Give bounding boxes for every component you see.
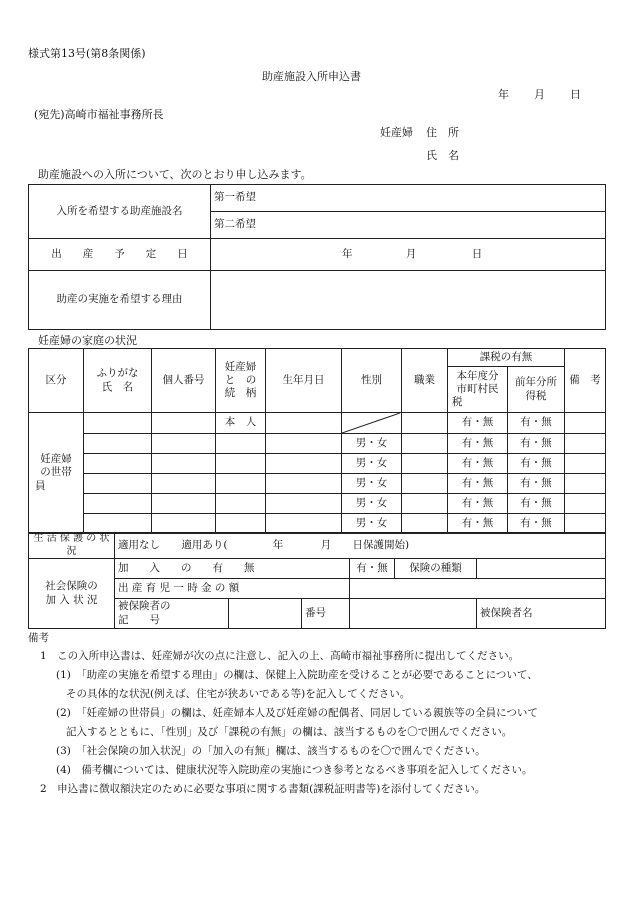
- remarks-cell[interactable]: [565, 494, 606, 514]
- header-sex: 性別: [342, 349, 402, 413]
- insured-symbol-label-1: 被保険者の: [118, 600, 171, 613]
- birth-cell[interactable]: [266, 514, 342, 534]
- household-label-2: の世帯: [40, 466, 72, 479]
- remarks-cell[interactable]: [565, 514, 606, 534]
- header-kubun: 区分: [29, 349, 84, 413]
- relation-cell[interactable]: [216, 494, 266, 514]
- header-birth: 生年月日: [266, 349, 342, 413]
- relation-cell[interactable]: [216, 514, 266, 534]
- kojin-cell[interactable]: [152, 413, 216, 434]
- form-title: 助産施設入所申込書: [262, 70, 361, 83]
- relation-cell[interactable]: [216, 454, 266, 474]
- due-year: 年: [342, 247, 353, 260]
- note-1-4: (4) 備考欄については、健康状況等入院助産の実施につき参考となるべき事項を記入してください。: [56, 764, 533, 776]
- header-tax-prev-1: 前年分所: [515, 376, 557, 389]
- welfare-none: 適用なし: [118, 538, 160, 551]
- header-name: [84, 349, 152, 413]
- addressee: (宛先)高崎市福祉事務所長: [34, 108, 164, 121]
- remarks-cell[interactable]: [565, 474, 606, 494]
- welfare-start: 日保護開始): [352, 538, 410, 551]
- table-row: [29, 514, 606, 534]
- due-date-field[interactable]: [211, 239, 606, 271]
- reason-label: 助産の実施を希望する理由: [29, 271, 211, 330]
- job-cell[interactable]: [402, 413, 448, 434]
- reason-field[interactable]: [211, 271, 606, 330]
- household-label-3: 員: [35, 479, 46, 492]
- header-tax-prev: [508, 367, 565, 413]
- form-number: 様式第13号(第8条関係): [28, 47, 146, 60]
- welfare-applied: 適用あり(: [181, 538, 228, 551]
- tax-current-cell[interactable]: 有・無: [448, 514, 508, 534]
- birth-cell[interactable]: [266, 474, 342, 494]
- insurance-joined-option[interactable]: 有・無: [350, 559, 395, 579]
- due-date-label: 出 産 予 定 日: [29, 239, 211, 271]
- remarks-cell[interactable]: [565, 434, 606, 454]
- welfare-month: 月: [320, 538, 332, 551]
- family-table: [28, 348, 606, 534]
- sex-cell[interactable]: 男・女: [342, 454, 402, 474]
- applicant-role: 妊産婦: [380, 126, 413, 139]
- sex-cell[interactable]: 男・女: [342, 474, 402, 494]
- note-1-2a: (2) 「妊産婦の世帯員」の欄は、妊産婦本人及び妊産婦の配偶者、同居している親族等の全員について: [56, 707, 538, 719]
- tax-prev-cell[interactable]: 有・無: [508, 474, 565, 494]
- insurance-table: [28, 532, 606, 629]
- household-label: [29, 413, 84, 534]
- family-section-title: 妊産婦の家庭の状況: [38, 334, 137, 347]
- lump-sum-label: 出 産 育 児 一 時 金 の 額: [115, 579, 350, 599]
- header-zokugara-2: と の: [224, 373, 257, 386]
- tax-current-cell[interactable]: 有・無: [448, 494, 508, 514]
- relation-cell[interactable]: [216, 474, 266, 494]
- birth-cell[interactable]: [266, 434, 342, 454]
- insurance-label-1: 社会保険の: [45, 580, 98, 593]
- address-label: 住 所: [426, 126, 459, 139]
- date-day-label: 日: [570, 88, 581, 101]
- insurance-label-2: 加 入 状 況: [45, 593, 98, 606]
- tax-prev-cell[interactable]: 有・無: [508, 413, 565, 434]
- furigana-cell[interactable]: [84, 413, 152, 434]
- header-tax-current-2: 市町村民: [456, 382, 499, 395]
- table-row: [29, 434, 606, 454]
- due-day: 日: [471, 247, 483, 260]
- header-shimei: 氏 名: [101, 380, 134, 393]
- kojin-cell[interactable]: [152, 514, 216, 534]
- job-cell[interactable]: [402, 494, 448, 514]
- job-cell[interactable]: [402, 434, 448, 454]
- insured-number-label: 番号: [302, 599, 350, 629]
- diagonal-slash: [342, 413, 400, 433]
- tax-prev-cell[interactable]: 有・無: [508, 494, 565, 514]
- kojin-cell[interactable]: [152, 494, 216, 514]
- insured-symbol-label: [115, 599, 229, 629]
- table-row: [29, 454, 606, 474]
- header-job: 職業: [402, 349, 448, 413]
- header-furigana: ふりがな: [96, 367, 139, 380]
- header-zokugara: [216, 349, 266, 413]
- household-label-1: 妊産婦: [40, 453, 72, 466]
- job-cell[interactable]: [402, 454, 448, 474]
- furigana-cell[interactable]: [84, 434, 152, 454]
- table-row: [29, 474, 606, 494]
- header-zokugara-3: 続 柄: [224, 387, 257, 400]
- insurance-label: [29, 559, 115, 629]
- insured-number-field[interactable]: [350, 599, 477, 629]
- kojin-cell[interactable]: [152, 434, 216, 454]
- note-1-3: (3) 「社会保険の加入状況」の「加入の有無」欄は、該当するものを〇で囲んでください。: [56, 745, 486, 757]
- remarks-cell[interactable]: [565, 454, 606, 474]
- header-tax: 課税の有無: [448, 349, 565, 367]
- intro-text: 助産施設への入所について、次のとおり申し込みます。: [38, 168, 312, 181]
- header-kojin: 個人番号: [152, 349, 216, 413]
- table-row: [29, 413, 606, 434]
- lump-sum-field[interactable]: [350, 579, 606, 599]
- furigana-cell[interactable]: [84, 494, 152, 514]
- tax-current-cell[interactable]: 有・無: [448, 454, 508, 474]
- header-tax-current-1: 本年度分: [456, 369, 499, 382]
- name-label: 氏 名: [426, 149, 459, 162]
- application-table: [28, 184, 606, 330]
- tax-prev-cell[interactable]: 有・無: [508, 514, 565, 534]
- tax-prev-cell[interactable]: 有・無: [508, 434, 565, 454]
- kojin-cell[interactable]: [152, 474, 216, 494]
- due-month: 月: [405, 247, 417, 260]
- kojin-cell[interactable]: [152, 454, 216, 474]
- tax-current-cell[interactable]: 有・無: [448, 413, 508, 434]
- insured-symbol-field[interactable]: [229, 599, 302, 629]
- furigana-cell[interactable]: [84, 474, 152, 494]
- notes-title: 備考: [28, 632, 49, 644]
- birth-cell[interactable]: [266, 494, 342, 514]
- tax-current-cell[interactable]: 有・無: [448, 434, 508, 454]
- job-cell[interactable]: [402, 514, 448, 534]
- sex-cell[interactable]: 男・女: [342, 514, 402, 534]
- header-tax-current-3: 税: [452, 396, 463, 409]
- first-choice-field[interactable]: 第一希望: [211, 185, 606, 212]
- insurance-joined-label: 加 入 の 有 無: [115, 559, 350, 579]
- insurance-type-label: 保険の種類: [395, 559, 477, 579]
- birth-cell[interactable]: [266, 454, 342, 474]
- furigana-cell[interactable]: [84, 514, 152, 534]
- job-cell[interactable]: [402, 474, 448, 494]
- note-1: 1 この入所申込書は、妊産婦が次の点に注意し、記入の上、高崎市福祉事務所に提出してください。: [40, 650, 520, 662]
- header-zokugara-1: 妊産婦: [224, 360, 257, 373]
- header-remarks: 備 考: [565, 349, 606, 413]
- welfare-label: 生 活 保 護 の 状 況: [29, 533, 115, 559]
- table-row: [29, 494, 606, 514]
- furigana-cell[interactable]: [84, 454, 152, 474]
- insured-name-field[interactable]: [477, 599, 606, 629]
- welfare-status[interactable]: [115, 533, 606, 559]
- insured-name-label: 被保険者名: [480, 606, 533, 619]
- sex-cell-slashed: [342, 413, 402, 434]
- note-1-1a: (1) 「助産の実施を希望する理由」の欄は、保健上入院助産を受けることが必要であることについて、: [56, 669, 538, 681]
- insured-symbol-label-2: 記 号: [118, 613, 160, 626]
- facility-label: 入所を希望する助産施設名: [29, 185, 211, 239]
- birth-cell[interactable]: [266, 413, 342, 434]
- relation-cell: 本 人: [216, 413, 266, 434]
- date-year-label: 年: [498, 88, 509, 101]
- date-month-label: 月: [534, 88, 545, 101]
- second-choice-field[interactable]: 第二希望: [211, 212, 606, 239]
- tax-current-cell[interactable]: 有・無: [448, 474, 508, 494]
- note-1-2b: 記入するとともに、「性別」及び「課税の有無」の欄は、該当するものを〇で囲んでください。: [66, 726, 513, 738]
- tax-prev-cell[interactable]: 有・無: [508, 454, 565, 474]
- insurance-type-field[interactable]: [477, 559, 606, 579]
- note-2: 2 申込書に徴収額決定のために必要な事項に関する書類(課税証明書等)を添付してください。: [40, 783, 486, 795]
- sex-cell[interactable]: 男・女: [342, 494, 402, 514]
- header-tax-prev-2: 得税: [525, 389, 547, 402]
- welfare-year: 年: [272, 538, 284, 551]
- note-1-1b: その具体的な状況(例えば、住宅が狭あいである等)を記入してください。: [66, 688, 411, 700]
- relation-cell[interactable]: [216, 434, 266, 454]
- remarks-cell[interactable]: [565, 413, 606, 434]
- header-tax-current: [448, 367, 508, 413]
- sex-cell[interactable]: 男・女: [342, 434, 402, 454]
